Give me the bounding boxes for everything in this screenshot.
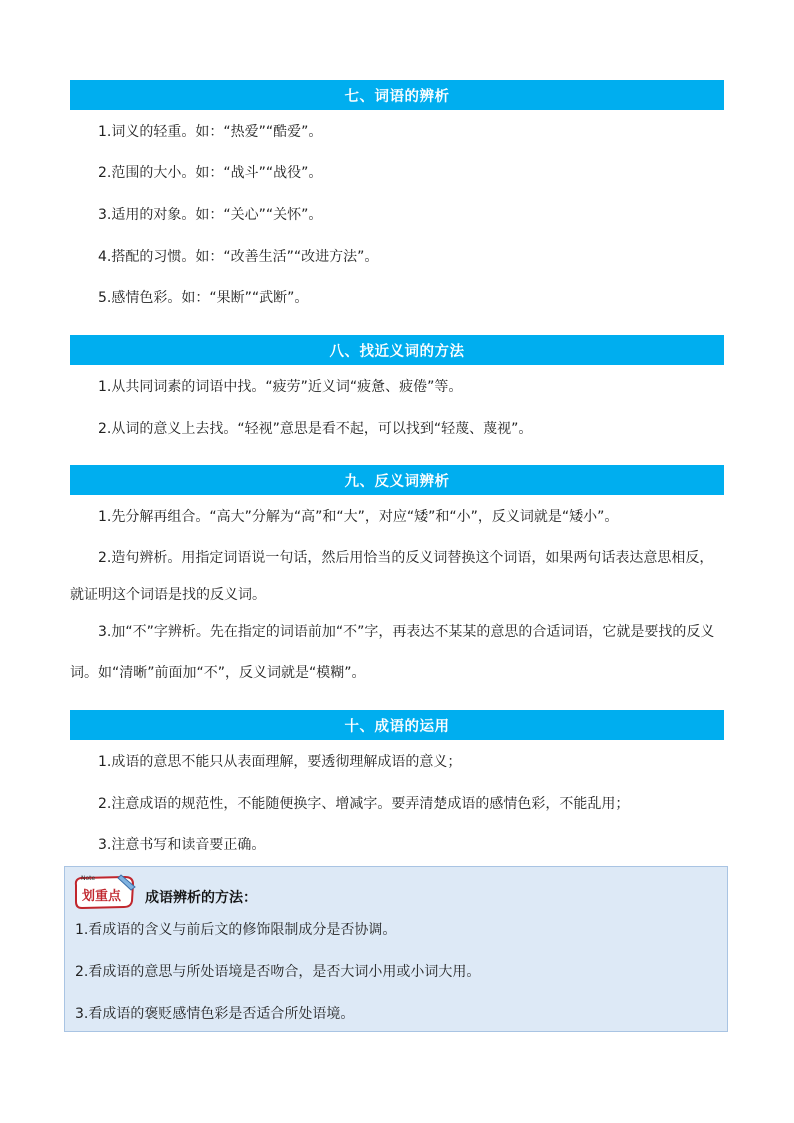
stamp-label: 划重点 bbox=[82, 889, 122, 904]
list-item: 4.搭配的习惯。如：“改善生活”“改进方法”。 bbox=[98, 249, 379, 265]
key-point-stamp-icon bbox=[73, 871, 139, 911]
list-item-continuation: 就证明这个词语是找的反义词。 bbox=[70, 587, 266, 603]
list-item: 3.加“不”字辨析。先在指定的词语前加“不”字，再表达不某某的意思的合适词语，它就是要找的反义 bbox=[98, 624, 715, 640]
section-header-8 bbox=[70, 335, 724, 365]
list-item: 3.适用的对象。如：“关心”“关怀”。 bbox=[98, 207, 323, 223]
section-title: 九、反义词辨析 bbox=[344, 473, 450, 490]
section-title: 十、成语的运用 bbox=[344, 718, 450, 735]
list-item: 3.看成语的褒贬感情色彩是否适合所处语境。 bbox=[75, 1006, 355, 1022]
section-title: 八、找近义词的方法 bbox=[329, 343, 465, 360]
list-item: 1.词义的轻重。如：“热爱”“酷爱”。 bbox=[98, 124, 323, 140]
list-item: 1.看成语的含义与前后文的修饰限制成分是否协调。 bbox=[75, 922, 397, 938]
section-header-7 bbox=[70, 80, 724, 110]
list-item: 2.范围的大小。如：“战斗”“战役”。 bbox=[98, 165, 323, 181]
section-title: 七、词语的辨析 bbox=[344, 88, 450, 105]
key-points-box bbox=[64, 866, 728, 1032]
list-item: 1.先分解再组合。“高大”分解为“高”和“大”，对应“矮”和“小”，反义词就是“矮小”。 bbox=[98, 509, 619, 525]
list-item: 1.成语的意思不能只从表面理解，要透彻理解成语的意义； bbox=[98, 754, 462, 770]
list-item: 2.从词的意义上去找。“轻视”意思是看不起，可以找到“轻蔑、蔑视”。 bbox=[98, 421, 533, 437]
list-item: 3.注意书写和读音要正确。 bbox=[98, 837, 266, 853]
list-item: 2.看成语的意思与所处语境是否吻合，是否大词小用或小词大用。 bbox=[75, 964, 481, 980]
list-item: 5.感情色彩。如：“果断”“武断”。 bbox=[98, 290, 309, 306]
section-header-10 bbox=[70, 710, 724, 740]
stamp-note-label: Note bbox=[81, 875, 96, 882]
section-header-9 bbox=[70, 465, 724, 495]
list-item: 2.造句辨析。用指定词语说一句话，然后用恰当的反义词替换这个词语，如果两句话表达意思相反， bbox=[98, 550, 714, 566]
list-item-continuation: 词。如“清晰”前面加“不”，反义词就是“模糊”。 bbox=[70, 665, 366, 681]
box-title: 成语辨析的方法： bbox=[145, 890, 257, 906]
list-item: 2.注意成语的规范性，不能随便换字、增减字。要弄清楚成语的感情色彩，不能乱用； bbox=[98, 796, 630, 812]
list-item: 1.从共同词素的词语中找。“疲劳”近义词“疲惫、疲倦”等。 bbox=[98, 379, 463, 395]
